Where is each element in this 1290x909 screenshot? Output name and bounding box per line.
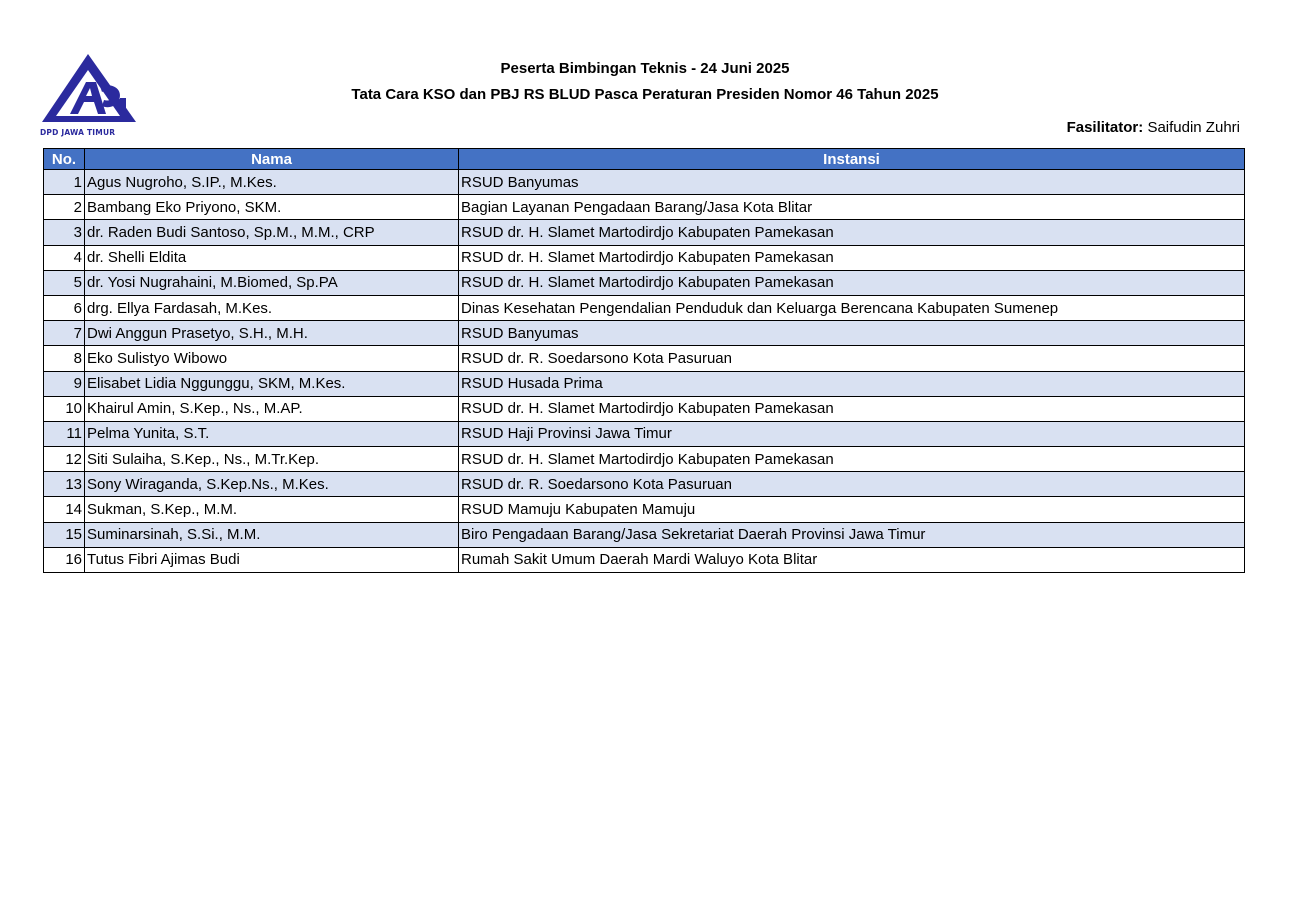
table-body <box>44 170 1245 573</box>
table-row <box>44 522 1245 547</box>
cell-instansi: RSUD dr. R. Soedarsono Kota Pasuruan <box>459 346 1245 371</box>
cell-no: 5 <box>44 270 85 295</box>
cell-instansi: RSUD Haji Provinsi Jawa Timur <box>459 421 1245 446</box>
column-header-nama: Nama <box>85 149 459 170</box>
column-header-no: No. <box>44 149 85 170</box>
table-row <box>44 295 1245 320</box>
cell-instansi: Dinas Kesehatan Pengendalian Penduduk dan Keluarga Berencana Kabupaten Sumenep <box>459 295 1245 320</box>
cell-instansi: Biro Pengadaan Barang/Jasa Sekretariat Daerah Provinsi Jawa Timur <box>459 522 1245 547</box>
cell-nama: Elisabet Lidia Nggunggu, SKM, M.Kes. <box>85 371 459 396</box>
cell-instansi: Bagian Layanan Pengadaan Barang/Jasa Kota Blitar <box>459 195 1245 220</box>
cell-nama: Bambang Eko Priyono, SKM. <box>85 195 459 220</box>
cell-no: 6 <box>44 295 85 320</box>
table-row <box>44 346 1245 371</box>
cell-nama: dr. Yosi Nugrahaini, M.Biomed, Sp.PA <box>85 270 459 295</box>
cell-no: 13 <box>44 472 85 497</box>
cell-no: 3 <box>44 220 85 245</box>
cell-no: 8 <box>44 346 85 371</box>
cell-no: 11 <box>44 421 85 446</box>
cell-no: 9 <box>44 371 85 396</box>
cell-instansi: RSUD dr. H. Slamet Martodirdjo Kabupaten Pamekasan <box>459 396 1245 421</box>
table-row <box>44 245 1245 270</box>
cell-instansi: RSUD dr. H. Slamet Martodirdjo Kabupaten Pamekasan <box>459 447 1245 472</box>
cell-nama: Siti Sulaiha, S.Kep., Ns., M.Tr.Kep. <box>85 447 459 472</box>
cell-nama: Agus Nugroho, S.IP., M.Kes. <box>85 170 459 195</box>
cell-instansi: RSUD Banyumas <box>459 321 1245 346</box>
cell-no: 14 <box>44 497 85 522</box>
cell-instansi: RSUD dr. H. Slamet Martodirdjo Kabupaten Pamekasan <box>459 245 1245 270</box>
cell-instansi: RSUD dr. H. Slamet Martodirdjo Kabupaten Pamekasan <box>459 220 1245 245</box>
participant-table <box>43 148 1245 573</box>
cell-nama: Dwi Anggun Prasetyo, S.H., M.H. <box>85 321 459 346</box>
cell-instansi: RSUD Husada Prima <box>459 371 1245 396</box>
table-row <box>44 421 1245 446</box>
cell-no: 2 <box>44 195 85 220</box>
cell-nama: drg. Ellya Fardasah, M.Kes. <box>85 295 459 320</box>
logo-caption: DPD JAWA TIMUR <box>40 128 116 137</box>
document-title: Peserta Bimbingan Teknis - 24 Juni 2025 <box>500 60 790 77</box>
cell-instansi: RSUD Mamuju Kabupaten Mamuju <box>459 497 1245 522</box>
table-row <box>44 195 1245 220</box>
table-row <box>44 447 1245 472</box>
cell-no: 4 <box>44 245 85 270</box>
table-row <box>44 396 1245 421</box>
cell-no: 12 <box>44 447 85 472</box>
cell-nama: Sony Wiraganda, S.Kep.Ns., M.Kes. <box>85 472 459 497</box>
table-row <box>44 497 1245 522</box>
fasilitator-label: Fasilitator: <box>1066 119 1144 136</box>
cell-instansi: Rumah Sakit Umum Daerah Mardi Waluyo Kota Blitar <box>459 547 1245 572</box>
table-row <box>44 270 1245 295</box>
cell-nama: dr. Raden Budi Santoso, Sp.M., M.M., CRP <box>85 220 459 245</box>
cell-instansi: RSUD Banyumas <box>459 170 1245 195</box>
cell-instansi: RSUD dr. H. Slamet Martodirdjo Kabupaten Pamekasan <box>459 270 1245 295</box>
document-subtitle: Tata Cara KSO dan PBJ RS BLUD Pasca Peraturan Presiden Nomor 46 Tahun 2025 <box>351 86 939 103</box>
cell-nama: Tutus Fibri Ajimas Budi <box>85 547 459 572</box>
table-row <box>44 547 1245 572</box>
table-row <box>44 371 1245 396</box>
cell-no: 7 <box>44 321 85 346</box>
table-row <box>44 321 1245 346</box>
column-header-instansi: Instansi <box>459 149 1245 170</box>
table-row <box>44 472 1245 497</box>
table-row <box>44 220 1245 245</box>
cell-no: 1 <box>44 170 85 195</box>
cell-nama: Suminarsinah, S.Si., M.M. <box>85 522 459 547</box>
fasilitator-name: Saifudin Zuhri <box>1147 119 1240 136</box>
cell-nama: Eko Sulistyo Wibowo <box>85 346 459 371</box>
fasilitator-line <box>1067 119 1240 136</box>
cell-nama: Pelma Yunita, S.T. <box>85 421 459 446</box>
table-row <box>44 170 1245 195</box>
cell-nama: Sukman, S.Kep., M.M. <box>85 497 459 522</box>
table-header-row <box>44 149 1245 170</box>
cell-nama: Khairul Amin, S.Kep., Ns., M.AP. <box>85 396 459 421</box>
cell-instansi: RSUD dr. R. Soedarsono Kota Pasuruan <box>459 472 1245 497</box>
cell-no: 16 <box>44 547 85 572</box>
cell-nama: dr. Shelli Eldita <box>85 245 459 270</box>
cell-no: 10 <box>44 396 85 421</box>
cell-no: 15 <box>44 522 85 547</box>
